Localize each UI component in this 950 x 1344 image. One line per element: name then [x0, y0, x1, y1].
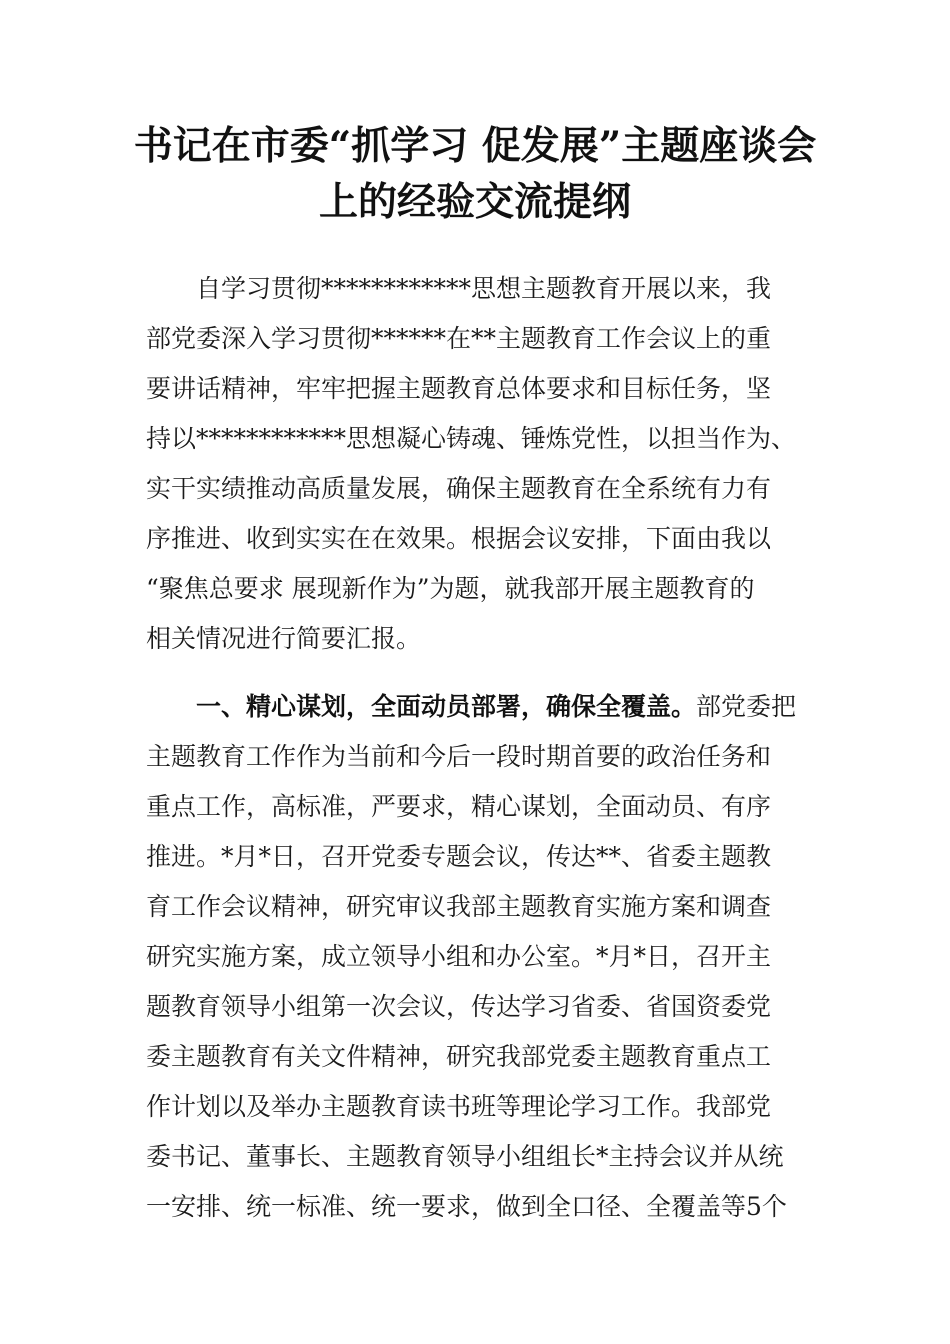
paragraph-line: 部党委深入学习贯彻******在**主题教育工作会议上的重	[146, 324, 772, 353]
paragraph-line	[146, 682, 806, 732]
paragraph-intro	[146, 264, 806, 664]
paragraph-line: 推进。*月*日，召开党委专题会议，传达**、省委主题教	[146, 842, 772, 871]
paragraph-line: 持以************思想凝心铸魂、锤炼党性，以担当作为、	[146, 424, 797, 453]
paragraph-line: 实干实绩推动高质量发展，确保主题教育在全系统有力有	[146, 474, 772, 503]
document-body	[146, 264, 806, 1232]
paragraph-line: 委主题教育有关文件精神，研究我部党委主题教育重点工	[146, 1042, 772, 1071]
section-heading: 一、精心谋划，全面动员部署，确保全覆盖。	[196, 692, 697, 721]
paragraph-line: 委书记、董事长、主题教育领导小组组长*主持会议并从统	[146, 1142, 784, 1171]
title-line-2: 上的经验交流提纲	[318, 179, 631, 225]
section-heading-rest: 部党委把	[696, 692, 797, 721]
document-title	[0, 118, 950, 230]
paragraph-line: 重点工作，高标准，严要求，精心谋划，全面动员、有序	[146, 792, 772, 821]
title-line-1: 书记在市委“抓学习 促发展”主题座谈会	[133, 123, 817, 169]
paragraph-line: 一安排、统一标准、统一要求，做到全口径、全覆盖等5个	[146, 1192, 787, 1221]
paragraph-line: 研究实施方案，成立领导小组和办公室。*月*日，召开主	[146, 942, 772, 971]
paragraph-section-1	[146, 682, 806, 1232]
paragraph-line: 自学习贯彻************思想主题教育开展以来，我	[196, 274, 772, 303]
paragraph-line: 育工作会议精神，研究审议我部主题教育实施方案和调查	[146, 892, 772, 921]
paragraph-spacer	[146, 664, 806, 682]
paragraph-line: 相关情况进行简要汇报。	[146, 624, 422, 653]
paragraph-line: 作计划以及举办主题教育读书班等理论学习工作。我部党	[146, 1092, 772, 1121]
paragraph-line: 题教育领导小组第一次会议，传达学习省委、省国资委党	[146, 992, 772, 1021]
paragraph-line: “聚焦总要求 展现新作为”为题，就我部开展主题教育的	[146, 574, 755, 603]
paragraph-line: 要讲话精神，牢牢把握主题教育总体要求和目标任务，坚	[146, 374, 772, 403]
paragraph-line: 序推进、收到实实在在效果。根据会议安排，下面由我以	[146, 524, 772, 553]
paragraph-line: 主题教育工作作为当前和今后一段时期首要的政治任务和	[146, 742, 772, 771]
